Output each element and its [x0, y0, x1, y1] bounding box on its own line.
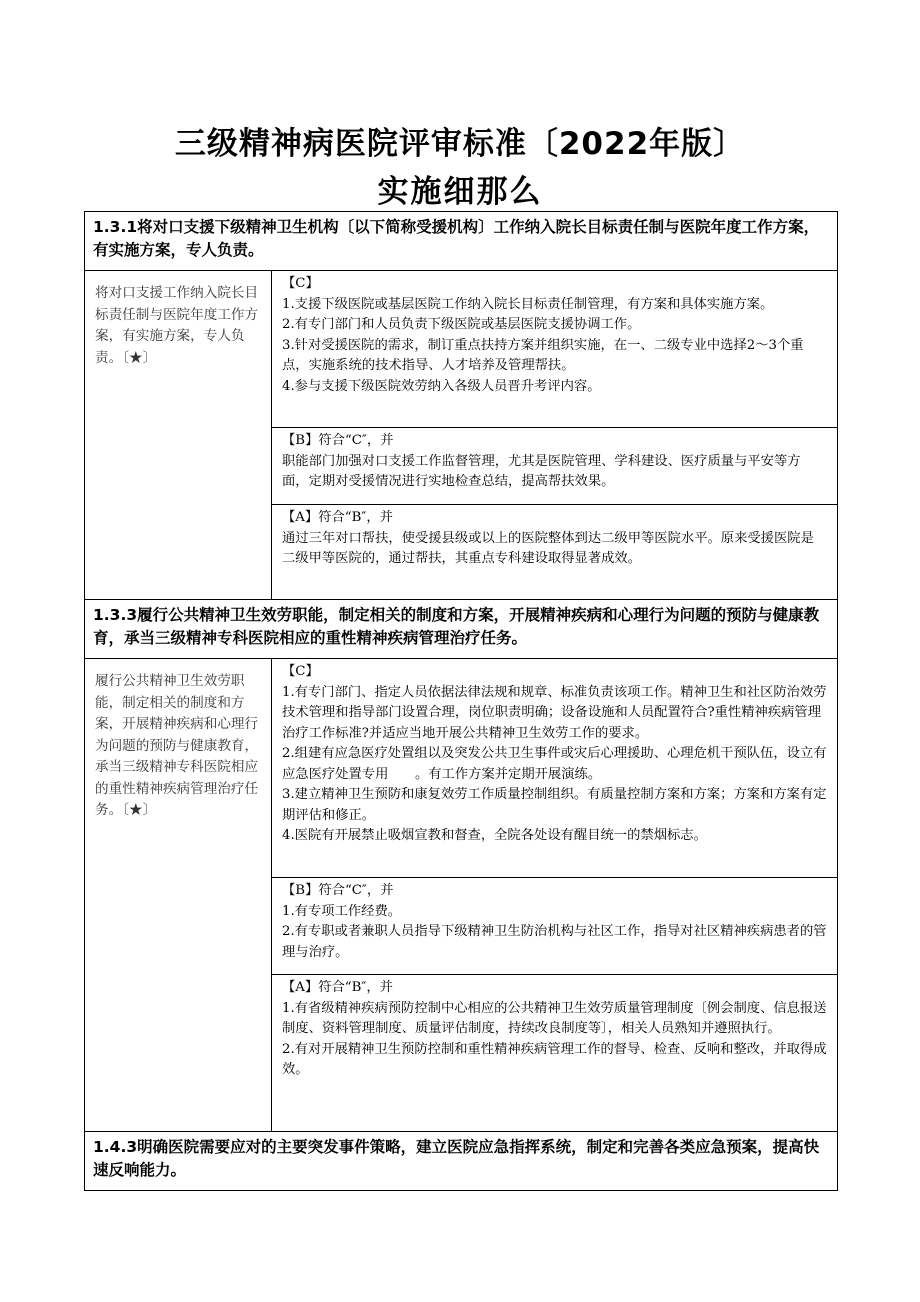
- criterion-line: 3.针对受援医院的需求，制订重点扶持方案并组织实施，在一、二级专业中选择2～3个重点，实施系统的技术指导、人才培养及管理帮扶。: [282, 337, 804, 373]
- grade-a-cell: [272, 975, 838, 1132]
- requirement-summary-1-3-1: 将对口支援工作纳入院长目标责任制与医院年度工作方案，有实施方案，专人负责。〔★〕: [85, 271, 272, 600]
- section-header-row: [85, 1132, 838, 1191]
- section-header-1-3-3: 1.3.3履行公共精神卫生效劳职能，制定相关的制度和方案，开展精神疾病和心理行为问题的预防与健康教育，承当三级精神专科医院相应的重性精神疾病管理治疗任务。: [85, 600, 838, 659]
- criterion-line: 4.医院有开展禁止吸烟宣教和督查，全院各处设有醒目统一的禁烟标志。: [282, 828, 707, 843]
- grade-label: 【C】: [282, 664, 319, 679]
- criterion-line: 1.有专项工作经费。: [282, 903, 402, 919]
- grade-b-cell: [272, 428, 838, 505]
- section-header-row: [85, 600, 838, 659]
- grade-row: [85, 271, 838, 428]
- grade-b-cell: [272, 878, 838, 975]
- document-title-line2: 实施细那么: [377, 174, 543, 210]
- criterion-line: 2.组建有应急医疗处置组以及突发公共卫生事件或灾后心理援助、心理危机干预队伍，设立有应急医疗处置专用 。有工作方案并定期开展演练。: [282, 746, 827, 782]
- standards-table: [84, 211, 838, 1191]
- criterion-line: 2.有对开展精神卫生预防控制和重性精神疾病管理工作的督导、检查、反响和整改，并取得成效。: [282, 1041, 827, 1077]
- grade-row: [85, 659, 838, 878]
- grade-label: 【B】符合“C″，并: [282, 883, 394, 898]
- grade-a-cell: [272, 505, 838, 600]
- grade-label: 【B】符合“C″，并: [282, 433, 394, 448]
- requirement-summary-1-3-3: 履行公共精神卫生效劳职能，制定相关的制度和方案，开展精神疾病和心理行为问题的预防与健康教育，承当三级精神专科医院相应的重性精神疾病管理治疗任务。〔★〕: [85, 659, 272, 1132]
- grade-label: 【C】: [282, 276, 319, 291]
- grade-c-cell: [272, 659, 838, 878]
- grade-label: 【A】符合“B″，并: [282, 980, 393, 995]
- section-header-row: [85, 212, 838, 271]
- criterion-line: 1.有专门部门、指定人员依据法律法规和规章、标准负责该项工作。精神卫生和社区防治效劳技术管理和指导部门设置合理，岗位职责明确；设备设施和人员配置符合?重性精神疾病管理治疗工作标准?并适应当地开展公共精神卫生效劳工作的要求。: [282, 684, 827, 741]
- section-header-1-4-3: 1.4.3明确医院需要应对的主要突发事件策略，建立医院应急指挥系统，制定和完善各类应急预案，提高快速反响能力。: [85, 1132, 838, 1191]
- criterion-line: 2.有专门部门和人员负责下级医院或基层医院支援协调工作。: [282, 317, 641, 332]
- grade-label: 【A】符合“B″，并: [282, 510, 393, 525]
- criterion-line: 通过三年对口帮扶，使受援县级或以上的医院整体到达二级甲等医院水平。原来受援医院是二级甲等医院的，通过帮扶，其重点专科建设取得显著成效。: [282, 530, 814, 566]
- criterion-line: 1.支援下级医院或基层医院工作纳入院长目标责任制管理，有方案和具体实施方案。: [282, 296, 774, 312]
- section-header-1-3-1: 1.3.1将对口支援下级精神卫生机构〔以下简称受援机构〕工作纳入院长目标责任制与医院年度工作方案，有实施方案，专人负责。: [85, 212, 838, 271]
- criterion-line: 4.参与支援下级医院效劳纳入各级人员晋升考评内容。: [282, 378, 601, 394]
- criterion-line: 2.有专职或者兼职人员指导下级精神卫生防治机构与社区工作，指导对社区精神疾病患者的管理与治疗。: [282, 924, 827, 960]
- criterion-line: 职能部门加强对口支援工作监督管理，尤其是医院管理、学科建设、医疗质量与平安等方面，定期对受援情况进行实地检查总结，提高帮扶效果。: [282, 453, 801, 489]
- criterion-line: 3.建立精神卫生预防和康复效劳工作质量控制组织。有质量控制方案和方案；方案和方案有定期评估和修正。: [282, 787, 827, 823]
- grade-c-cell: [272, 271, 838, 428]
- document-title-line1: 三级精神病医院评审标准〔2022年版〕: [174, 126, 746, 162]
- criterion-line: 1.有省级精神疾病预防控制中心相应的公共精神卫生效劳质量管理制度〔例会制度、信息报送制度、资料管理制度、质量评估制度，持续改良制度等〕，相关人员熟知并遵照执行。: [282, 1000, 827, 1036]
